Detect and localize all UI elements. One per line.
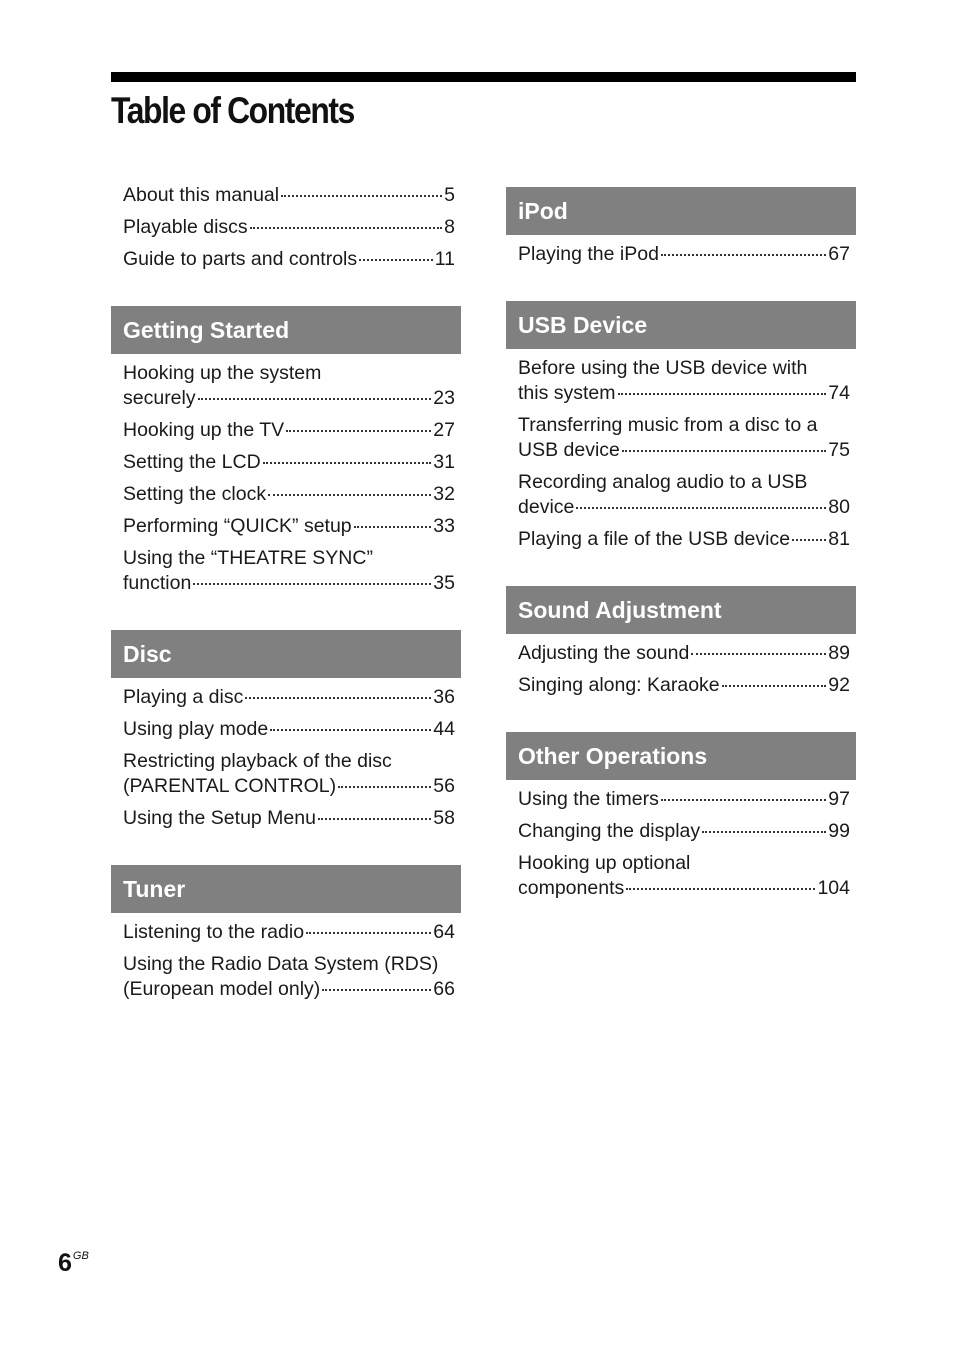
toc-entry-page: 64 xyxy=(433,921,455,943)
toc-entry[interactable] xyxy=(518,851,850,901)
toc-entry-page: 5 xyxy=(444,184,455,206)
page-title: Table of Contents xyxy=(111,90,354,131)
toc-entry-label: Using play mode xyxy=(123,718,269,740)
toc-section xyxy=(111,630,461,831)
toc-entry-line xyxy=(518,787,850,812)
toc-entry-line xyxy=(123,247,455,272)
toc-section xyxy=(111,306,461,596)
toc-entry[interactable] xyxy=(123,450,455,475)
toc-section xyxy=(506,586,856,698)
toc-entry[interactable] xyxy=(123,215,455,240)
toc-entry-line xyxy=(123,514,455,539)
toc-right-column xyxy=(506,187,856,901)
section-heading: Disc xyxy=(111,630,461,678)
toc-entry[interactable] xyxy=(518,470,850,520)
toc-entry[interactable] xyxy=(123,361,455,411)
toc-entry-page: 75 xyxy=(828,439,850,461)
dot-leader xyxy=(193,583,431,585)
toc-entry-line xyxy=(518,641,850,666)
toc-entry-label: (European model only) xyxy=(123,978,321,1000)
dot-leader xyxy=(268,494,431,496)
toc-entry-line xyxy=(123,450,455,475)
dot-leader xyxy=(359,259,433,261)
toc-entry-page: 66 xyxy=(433,978,455,1000)
page-number-suffix: GB xyxy=(72,1250,89,1262)
toc-entry[interactable] xyxy=(123,546,455,596)
toc-entry-page: 89 xyxy=(828,642,850,664)
toc-entry[interactable] xyxy=(123,183,455,208)
toc-entry-line xyxy=(123,685,455,710)
dot-leader xyxy=(722,685,827,687)
toc-entry-label: Setting the LCD xyxy=(123,451,261,473)
toc-entry-line xyxy=(518,438,850,463)
dot-leader xyxy=(318,818,431,820)
toc-entry-line xyxy=(123,920,455,945)
toc-entry-label-line: Hooking up optional xyxy=(518,852,691,874)
toc-entry[interactable] xyxy=(123,952,455,1002)
section-entries xyxy=(111,685,461,831)
toc-entry-label: Guide to parts and controls xyxy=(123,248,358,270)
toc-entry-label: Performing “QUICK” setup xyxy=(123,515,352,537)
intro-entries xyxy=(111,183,461,272)
dot-leader xyxy=(661,254,826,256)
dot-leader xyxy=(618,393,827,395)
dot-leader xyxy=(661,799,826,801)
toc-entry-label: USB device xyxy=(518,439,620,461)
toc-entry-label: Playing a disc xyxy=(123,686,244,708)
toc-entry-label: Singing along: Karaoke xyxy=(518,674,720,696)
section-heading: Other Operations xyxy=(506,732,856,780)
section-entries xyxy=(506,356,856,552)
toc-entry-label: components xyxy=(518,877,625,899)
toc-entry[interactable] xyxy=(518,819,850,844)
toc-entry-line xyxy=(123,774,455,799)
section-heading: Tuner xyxy=(111,865,461,913)
section-entries xyxy=(111,361,461,596)
toc-entry[interactable] xyxy=(123,685,455,710)
toc-entry-line xyxy=(123,183,455,208)
dot-leader xyxy=(281,195,442,197)
toc-entry-page: 32 xyxy=(433,483,455,505)
toc-entry[interactable] xyxy=(518,356,850,406)
toc-entry[interactable] xyxy=(123,806,455,831)
toc-entry[interactable] xyxy=(123,717,455,742)
toc-entry-label: Playing the iPod xyxy=(518,243,659,265)
toc-entry-line xyxy=(518,495,850,520)
dot-leader xyxy=(245,697,431,699)
toc-entry-page: 80 xyxy=(828,496,850,518)
toc-entry-page: 92 xyxy=(828,674,850,696)
toc-entry-line xyxy=(123,806,455,831)
toc-entry-page: 67 xyxy=(828,243,850,265)
toc-entry-page: 74 xyxy=(828,382,850,404)
toc-entry-label: Using the timers xyxy=(518,788,659,810)
toc-entry-label: Listening to the radio xyxy=(123,921,305,943)
section-entries xyxy=(506,787,856,901)
toc-entry-line xyxy=(518,242,850,267)
section-heading: iPod xyxy=(506,187,856,235)
toc-entry-label-line: Before using the USB device with xyxy=(518,357,808,379)
dot-leader xyxy=(691,653,826,655)
toc-entry-label-line: Hooking up the system xyxy=(123,362,322,384)
toc-entry-label-line: Restricting playback of the disc xyxy=(123,750,392,772)
toc-entry-page: 81 xyxy=(828,528,850,550)
toc-entry[interactable] xyxy=(123,920,455,945)
toc-entry-line xyxy=(123,717,455,742)
toc-entry[interactable] xyxy=(123,418,455,443)
toc-entry[interactable] xyxy=(123,482,455,507)
toc-section xyxy=(506,732,856,901)
dot-leader xyxy=(576,507,826,509)
toc-entry-label: Using the Setup Menu xyxy=(123,807,316,829)
dot-leader xyxy=(263,462,432,464)
dot-leader xyxy=(338,786,431,788)
toc-entry[interactable] xyxy=(518,787,850,812)
toc-entry-label: About this manual xyxy=(123,184,280,206)
toc-entry-line xyxy=(123,977,455,1002)
toc-section xyxy=(111,865,461,1002)
section-heading: Getting Started xyxy=(111,306,461,354)
dot-leader xyxy=(250,227,442,229)
toc-entry-page: 44 xyxy=(433,718,455,740)
toc-entry-page: 97 xyxy=(828,788,850,810)
toc-section xyxy=(506,187,856,267)
toc-entry-line xyxy=(123,386,455,411)
toc-entry-label-line: Transferring music from a disc to a xyxy=(518,414,818,436)
toc-entry-page: 33 xyxy=(433,515,455,537)
toc-entry-line xyxy=(123,215,455,240)
toc-entry-label: Playing a file of the USB device xyxy=(518,528,791,550)
toc-entry-line xyxy=(123,571,455,596)
toc-entry-page: 23 xyxy=(433,387,455,409)
toc-entry-label: securely xyxy=(123,387,196,409)
dot-leader xyxy=(702,831,826,833)
toc-entry-label: this system xyxy=(518,382,616,404)
right-sections xyxy=(506,187,856,901)
toc-entry[interactable] xyxy=(123,749,455,799)
toc-entry-page: 27 xyxy=(433,419,455,441)
toc-entry-page: 11 xyxy=(434,248,455,270)
dot-leader xyxy=(622,450,826,452)
toc-entry[interactable] xyxy=(518,641,850,666)
toc-entry[interactable] xyxy=(123,247,455,272)
section-entries xyxy=(506,242,856,267)
toc-entry-label: Adjusting the sound xyxy=(518,642,690,664)
toc-entry-line xyxy=(518,381,850,406)
dot-leader xyxy=(286,430,431,432)
toc-entry-label-line: Using the “THEATRE SYNC” xyxy=(123,547,373,569)
toc-entry-page: 99 xyxy=(828,820,850,842)
toc-left-column xyxy=(111,180,461,1002)
toc-entry-page: 35 xyxy=(433,572,455,594)
left-sections xyxy=(111,306,461,1002)
toc-entry-page: 8 xyxy=(444,216,455,238)
toc-entry-label: Changing the display xyxy=(518,820,701,842)
toc-entry-label: device xyxy=(518,496,575,518)
toc-entry-label: Hooking up the TV xyxy=(123,419,285,441)
dot-leader xyxy=(270,729,431,731)
page-number xyxy=(58,1249,89,1278)
section-heading: USB Device xyxy=(506,301,856,349)
toc-entry-label: (PARENTAL CONTROL) xyxy=(123,775,337,797)
toc-entry-label-line: Recording analog audio to a USB xyxy=(518,471,808,493)
toc-entry[interactable] xyxy=(518,673,850,698)
section-entries xyxy=(506,641,856,698)
toc-entry-label: function xyxy=(123,572,192,594)
toc-entry-line xyxy=(518,876,850,901)
toc-entry-page: 31 xyxy=(433,451,455,473)
toc-entry[interactable] xyxy=(518,413,850,463)
page-number-value: 6 xyxy=(58,1249,72,1277)
toc-entry-page: 104 xyxy=(817,877,850,899)
toc-section xyxy=(506,301,856,552)
dot-leader xyxy=(198,398,432,400)
toc-entry[interactable] xyxy=(123,514,455,539)
toc-entry-label-line: Using the Radio Data System (RDS) xyxy=(123,953,439,975)
toc-entry-line xyxy=(518,527,850,552)
toc-entry-page: 36 xyxy=(433,686,455,708)
toc-entry[interactable] xyxy=(518,527,850,552)
dot-leader xyxy=(322,989,431,991)
toc-entry-label: Playable discs xyxy=(123,216,248,238)
toc-entry[interactable] xyxy=(518,242,850,267)
toc-entry-label: Setting the clock xyxy=(123,483,267,505)
dot-leader xyxy=(792,539,826,541)
dot-leader xyxy=(626,888,815,890)
top-rule xyxy=(111,72,856,82)
toc-entry-line xyxy=(123,418,455,443)
dot-leader xyxy=(354,526,432,528)
toc-entry-line xyxy=(518,673,850,698)
toc-entry-page: 58 xyxy=(433,807,455,829)
section-heading: Sound Adjustment xyxy=(506,586,856,634)
section-entries xyxy=(111,920,461,1002)
toc-entry-line xyxy=(518,819,850,844)
toc-entry-page: 56 xyxy=(433,775,455,797)
toc-entry-line xyxy=(123,482,455,507)
dot-leader xyxy=(306,932,431,934)
